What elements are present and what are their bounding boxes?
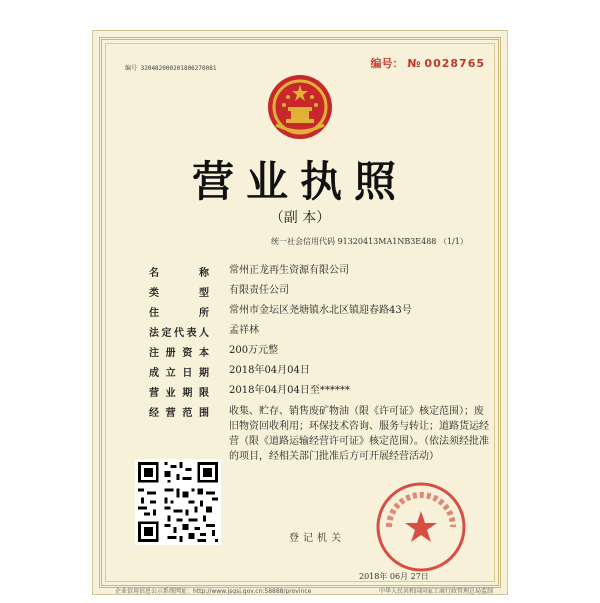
national-emblem-icon: [266, 73, 334, 141]
number-prefix: №: [407, 57, 421, 70]
field-business-scope: [149, 404, 489, 464]
field-value: 200万元整: [229, 345, 279, 356]
field-type: [149, 284, 489, 304]
business-license: [92, 30, 508, 595]
field-registered-capital: [149, 344, 489, 364]
field-legal-representative: [149, 324, 489, 344]
number-label: 编号：: [370, 57, 404, 70]
number-value: 0028765: [424, 57, 485, 70]
field-value: 常州市金坛区尧塘镇水北区镇迎春路43号: [229, 305, 412, 316]
footer-website-label: 企业信用信息公示系统网址：: [115, 588, 194, 595]
qr-code-icon[interactable]: [135, 459, 221, 545]
field-establishment-date: [149, 364, 489, 384]
document-title: 营业执照: [191, 157, 408, 206]
footer-website: [115, 586, 311, 595]
footer-website-url[interactable]: http://www.jsgsj.gov.cn:58888/province: [193, 588, 312, 595]
field-value: 有限责任公司: [229, 285, 289, 296]
field-label: 法定代表人: [149, 328, 209, 339]
field-value: 2018年04月04日至******: [229, 385, 350, 396]
official-seal-icon: [375, 481, 467, 573]
credit-code: 统一社会信用代码 91320413MA1NB3E488 （1/1）: [271, 237, 468, 246]
field-business-term: [149, 384, 489, 404]
field-value: 2018年04月04日: [229, 365, 310, 376]
field-value: 孟祥林: [229, 325, 259, 336]
field-value: 收集、贮存、销售废矿物油（限《许可证》核定范围）；废旧物资回收利用；环保技术咨询、服务与转让；道路货运经营（限《道路运输经营许可证》核定范围）。（依法须经批准的项目，经相关部门批准后方可开展经营活动）: [229, 406, 489, 462]
registration-date: 2018年 06月 27日: [359, 572, 429, 581]
registration-authority: 登记机关: [289, 533, 345, 544]
field-label: 类 型: [149, 288, 209, 299]
serial-number: 编号 320482000201806270081: [125, 65, 217, 72]
field-label: 成立日期: [149, 368, 209, 379]
license-number: [371, 55, 486, 71]
field-address: [149, 304, 489, 324]
field-label: 注册资本: [149, 348, 209, 359]
field-label: 住 所: [149, 308, 209, 319]
document-subtitle: （副 本）: [269, 210, 331, 226]
field-label: 营业期限: [149, 388, 209, 399]
field-label: 经营范围: [149, 408, 209, 419]
field-value: 常州正龙再生资源有限公司: [229, 265, 349, 276]
footer-issuer: 中华人民共和国国家工商行政管理总局监制: [378, 588, 493, 595]
field-label: 名 称: [149, 268, 209, 279]
field-name: [149, 264, 489, 284]
license-fields: [149, 264, 489, 464]
